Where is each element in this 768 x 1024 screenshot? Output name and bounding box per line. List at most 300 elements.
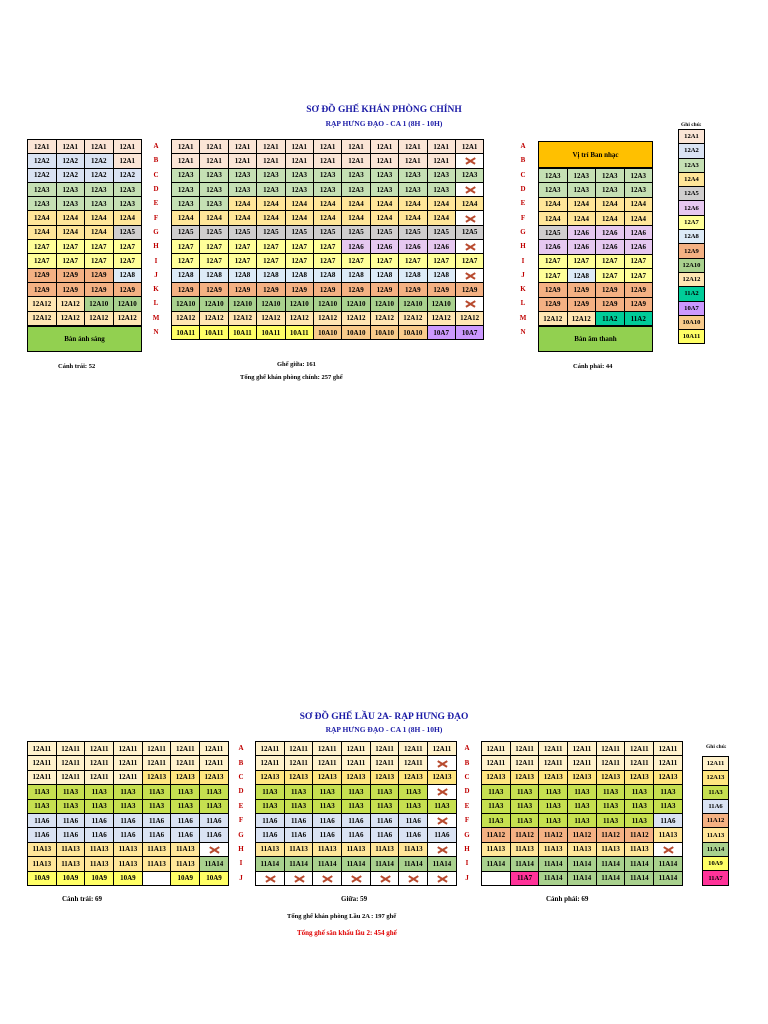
- seat-cell: 11A3: [57, 785, 86, 799]
- grand-total: Tổng ghế sân khấu lầu 2: 454 ghế: [297, 929, 397, 937]
- seat-cell: 12A9: [596, 283, 625, 297]
- seat-cell: 12A9: [596, 298, 625, 312]
- seat-cell: 11A13: [597, 843, 626, 857]
- legend-item: 12A5: [679, 187, 705, 201]
- seat-cell: 11A6: [342, 828, 371, 842]
- seat-cell: 12A13: [371, 771, 400, 785]
- seat-cell: 11A3: [256, 800, 285, 814]
- seat-cell: 11A3: [428, 800, 457, 814]
- seat-cell: 12A9: [399, 283, 427, 297]
- blocked-seat-icon: [342, 872, 371, 886]
- seat-cell: 12A7: [568, 255, 597, 269]
- seat-cell: 12A3: [257, 169, 285, 183]
- legend-item: 12A13: [703, 771, 729, 785]
- seat-cell: 11A3: [114, 785, 143, 799]
- seat-cell: 12A3: [200, 197, 228, 211]
- seat-cell: 11A3: [114, 800, 143, 814]
- seat-cell: 12A4: [314, 197, 342, 211]
- seat-cell: 11A14: [200, 857, 229, 871]
- cross-icon: [408, 875, 418, 882]
- balcony-right-seat-grid: [481, 741, 683, 886]
- balcony-right-count: Cánh phải: 69: [546, 895, 589, 903]
- seat-cell: 12A7: [596, 269, 625, 283]
- balcony-total: Tổng ghế khán phòng Lầu 2A : 197 ghế: [287, 913, 397, 920]
- seat-cell: 12A4: [539, 212, 568, 226]
- seat-cell: 12A4: [28, 226, 57, 240]
- seat-cell: 12A4: [286, 211, 314, 225]
- seat-cell: 12A10: [428, 297, 456, 311]
- seat-cell: 11A3: [482, 785, 511, 799]
- seat-cell: 12A7: [257, 254, 285, 268]
- row-label: D: [153, 185, 159, 194]
- blocked-seat-icon: [256, 872, 285, 886]
- seat-cell: 12A5: [399, 226, 427, 240]
- row-label: J: [465, 873, 469, 882]
- seat-cell: 12A11: [342, 742, 371, 756]
- seat-cell: 12A13: [399, 771, 428, 785]
- row-label: H: [464, 844, 470, 853]
- seat-cell: 12A11: [114, 771, 143, 785]
- seat-cell: 12A10: [257, 297, 285, 311]
- seat-cell: 11A6: [371, 814, 400, 828]
- seat-cell: 12A7: [57, 240, 86, 254]
- seat-cell: 12A1: [286, 154, 314, 168]
- seat-cell: 11A3: [597, 814, 626, 828]
- seat-cell: 11A12: [597, 828, 626, 842]
- seat-cell: 12A1: [342, 140, 370, 154]
- seat-cell: 12A11: [285, 742, 314, 756]
- row-label: D: [520, 185, 526, 194]
- cross-icon: [209, 846, 219, 853]
- seat-cell: 11A13: [28, 843, 57, 857]
- row-label: C: [153, 170, 159, 179]
- seat-cell: 12A7: [625, 255, 654, 269]
- seat-cell: 12A3: [428, 169, 456, 183]
- lighting-desk-box: Bàn ánh sáng: [27, 326, 142, 352]
- seat-cell: 12A4: [625, 212, 654, 226]
- blocked-seat-icon: [428, 785, 457, 799]
- row-label: M: [519, 313, 527, 322]
- seat-cell: 11A3: [625, 814, 654, 828]
- seat-cell: 12A6: [342, 240, 370, 254]
- seat-cell: 12A10: [286, 297, 314, 311]
- seat-cell: 12A3: [172, 183, 200, 197]
- seat-cell: 11A3: [28, 785, 57, 799]
- seat-cell: 11A3: [200, 800, 229, 814]
- seat-cell: 11A3: [200, 785, 229, 799]
- seat-cell: 11A3: [568, 814, 597, 828]
- seat-cell: 12A6: [568, 226, 597, 240]
- seat-cell: 11A14: [539, 857, 568, 871]
- seat-cell: 12A8: [568, 269, 597, 283]
- seat-cell: 11A3: [371, 785, 400, 799]
- seat-cell: 11A14: [597, 857, 626, 871]
- seat-cell: 11A13: [539, 843, 568, 857]
- row-labels-right: [513, 139, 533, 339]
- seat-cell: 10A9: [57, 872, 86, 886]
- seat-cell: 12A10: [314, 297, 342, 311]
- seat-cell: 12A11: [313, 756, 342, 770]
- seat-cell: 12A4: [342, 197, 370, 211]
- legend-item: 10A10: [679, 316, 705, 330]
- seat-cell: 12A11: [313, 742, 342, 756]
- seat-cell: 12A13: [539, 771, 568, 785]
- empty-seat: [143, 872, 172, 886]
- cross-icon: [380, 875, 390, 882]
- seat-cell: 12A5: [314, 226, 342, 240]
- main-hall-title: SƠ ĐỒ GHẾ KHÁN PHÒNG CHÍNH: [306, 105, 462, 115]
- seat-cell: 12A7: [596, 255, 625, 269]
- row-label: J: [239, 873, 243, 882]
- seat-cell: 12A4: [596, 198, 625, 212]
- seat-cell: 12A13: [200, 771, 229, 785]
- seat-cell: 12A5: [539, 226, 568, 240]
- seat-cell: 11A6: [428, 828, 457, 842]
- seat-cell: 12A9: [28, 283, 57, 297]
- seat-cell: 12A3: [200, 183, 228, 197]
- seat-cell: 12A7: [428, 254, 456, 268]
- seat-cell: 12A13: [143, 771, 172, 785]
- seat-cell: 11A13: [57, 857, 86, 871]
- cross-icon: [437, 788, 447, 795]
- seat-cell: 11A3: [85, 800, 114, 814]
- left-wing-count: Cánh trái: 52: [58, 363, 96, 370]
- seat-cell: 12A13: [625, 771, 654, 785]
- seat-cell: 12A11: [28, 756, 57, 770]
- legend-item: 12A8: [679, 230, 705, 244]
- seat-cell: 12A11: [399, 756, 428, 770]
- blocked-seat-icon: [456, 269, 484, 283]
- seat-cell: 12A7: [85, 240, 114, 254]
- seat-cell: 12A8: [257, 269, 285, 283]
- seat-cell: 11A12: [482, 828, 511, 842]
- legend-item: 10A9: [703, 857, 729, 871]
- seat-cell: 12A7: [399, 254, 427, 268]
- middle-count: Ghế giữa: 161: [277, 361, 316, 368]
- seat-cell: 11A3: [654, 785, 683, 799]
- seat-cell: 11A6: [399, 828, 428, 842]
- seat-cell: 12A10: [229, 297, 257, 311]
- row-label: C: [464, 772, 470, 781]
- row-label: G: [238, 830, 244, 839]
- seat-cell: 10A11: [229, 326, 257, 340]
- legend-item: 11A7: [703, 871, 729, 885]
- seat-cell: 12A11: [482, 756, 511, 770]
- row-label: F: [238, 816, 244, 825]
- cross-icon: [465, 272, 475, 279]
- seat-cell: 12A2: [114, 169, 143, 183]
- seat-cell: 12A9: [85, 283, 114, 297]
- blocked-seat-icon: [456, 297, 484, 311]
- seat-cell: 12A3: [399, 169, 427, 183]
- row-label: L: [520, 299, 526, 308]
- row-label: B: [520, 156, 526, 165]
- seat-cell: 11A12: [539, 828, 568, 842]
- seat-cell: 11A6: [171, 814, 200, 828]
- right-wing-count: Cánh phải: 44: [573, 363, 613, 370]
- seat-cell: 10A9: [200, 872, 229, 886]
- seat-cell: 12A7: [286, 254, 314, 268]
- seat-cell: 12A3: [568, 169, 597, 183]
- row-labels-left: [146, 139, 166, 339]
- seat-cell: 12A8: [286, 269, 314, 283]
- seat-cell: 11A3: [625, 800, 654, 814]
- seat-cell: 11A3: [511, 814, 540, 828]
- seat-cell: 12A11: [371, 756, 400, 770]
- seat-cell: 12A12: [28, 312, 57, 326]
- seat-cell: 11A3: [342, 800, 371, 814]
- seat-cell: 11A13: [114, 857, 143, 871]
- seat-cell: 11A13: [568, 843, 597, 857]
- legend-item: 11A6: [703, 800, 729, 814]
- seat-cell: 12A3: [596, 169, 625, 183]
- seat-cell: 11A3: [399, 800, 428, 814]
- seat-cell: 12A12: [200, 312, 228, 326]
- row-label: B: [153, 156, 159, 165]
- seat-cell: 11A13: [85, 843, 114, 857]
- blocked-seat-icon: [428, 872, 457, 886]
- seat-cell: 12A7: [456, 254, 484, 268]
- legend-item: 12A6: [679, 201, 705, 215]
- seat-cell: 12A3: [85, 197, 114, 211]
- seat-cell: 12A5: [428, 226, 456, 240]
- balcony-title: SƠ ĐỒ GHẾ LẦU 2A- RẠP HƯNG ĐẠO: [299, 712, 469, 722]
- seat-cell: 12A7: [28, 254, 57, 268]
- seat-cell: 12A6: [596, 226, 625, 240]
- seat-cell: 12A9: [200, 283, 228, 297]
- row-label: J: [521, 270, 525, 279]
- seat-cell: 10A11: [257, 326, 285, 340]
- row-label: A: [464, 744, 470, 753]
- seat-cell: 12A1: [314, 140, 342, 154]
- seat-cell: 11A6: [256, 814, 285, 828]
- seat-cell: 12A3: [539, 183, 568, 197]
- seat-cell: 12A2: [28, 169, 57, 183]
- seat-cell: 12A3: [172, 197, 200, 211]
- seat-cell: 10A10: [371, 326, 399, 340]
- seat-cell: 12A13: [428, 771, 457, 785]
- seat-cell: 12A7: [200, 254, 228, 268]
- seat-cell: 12A8: [342, 269, 370, 283]
- seat-cell: 12A11: [597, 742, 626, 756]
- seat-cell: 11A3: [285, 785, 314, 799]
- seat-cell: 12A1: [428, 140, 456, 154]
- seat-cell: 11A12: [568, 828, 597, 842]
- seat-cell: 12A4: [428, 197, 456, 211]
- seat-cell: 11A3: [57, 800, 86, 814]
- seat-cell: 11A3: [143, 800, 172, 814]
- row-label: B: [464, 758, 470, 767]
- seat-cell: 12A12: [371, 312, 399, 326]
- seat-cell: 10A7: [456, 326, 484, 340]
- seat-cell: 10A11: [172, 326, 200, 340]
- seat-cell: 12A4: [539, 198, 568, 212]
- seat-cell: 12A1: [57, 140, 86, 154]
- seat-cell: 12A3: [28, 197, 57, 211]
- seat-cell: 11A12: [511, 828, 540, 842]
- seat-cell: 12A13: [313, 771, 342, 785]
- seat-cell: 11A6: [342, 814, 371, 828]
- row-label: A: [238, 744, 244, 753]
- main-hall-total: Tổng ghế khán phòng chính: 257 ghế: [240, 374, 343, 381]
- seat-cell: 10A11: [286, 326, 314, 340]
- seat-cell: 11A14: [597, 872, 626, 886]
- cross-icon: [437, 846, 447, 853]
- seat-cell: 11A14: [568, 872, 597, 886]
- seat-cell: 12A11: [654, 756, 683, 770]
- seat-cell: 12A10: [371, 297, 399, 311]
- seat-cell: 12A13: [597, 771, 626, 785]
- seat-cell: 12A9: [342, 283, 370, 297]
- seat-cell: 11A3: [597, 785, 626, 799]
- seat-cell: 12A11: [200, 756, 229, 770]
- seat-cell: 12A7: [539, 269, 568, 283]
- seat-cell: 12A13: [171, 771, 200, 785]
- balcony-left-seat-grid: [27, 741, 229, 886]
- seat-cell: 11A13: [28, 857, 57, 871]
- legend-item: 11A13: [703, 828, 729, 842]
- seat-cell: 12A9: [625, 283, 654, 297]
- legend-item: 12A3: [679, 159, 705, 173]
- seat-cell: 12A12: [428, 312, 456, 326]
- seat-cell: 12A9: [85, 269, 114, 283]
- seat-cell: 12A7: [28, 240, 57, 254]
- row-label: I: [465, 859, 469, 868]
- seat-cell: 12A1: [399, 140, 427, 154]
- seat-cell: 11A13: [57, 843, 86, 857]
- seat-cell: 12A6: [428, 240, 456, 254]
- seat-cell: 12A1: [229, 140, 257, 154]
- row-label: A: [153, 142, 159, 151]
- seat-cell: 11A13: [511, 843, 540, 857]
- legend-item: 12A4: [679, 173, 705, 187]
- legend-item: 11A14: [703, 843, 729, 857]
- seat-cell: 12A13: [482, 771, 511, 785]
- seat-cell: 12A11: [539, 742, 568, 756]
- cross-icon: [465, 186, 475, 193]
- seat-cell: 12A11: [511, 742, 540, 756]
- seat-cell: 12A11: [57, 742, 86, 756]
- seat-cell: 11A6: [200, 814, 229, 828]
- seat-cell: 12A11: [171, 756, 200, 770]
- seat-cell: 10A7: [428, 326, 456, 340]
- seat-cell: 11A6: [28, 828, 57, 842]
- seat-cell: 10A10: [314, 326, 342, 340]
- row-label: F: [520, 213, 526, 222]
- seat-cell: 12A1: [172, 140, 200, 154]
- seat-cell: 11A13: [482, 843, 511, 857]
- seat-cell: 12A7: [172, 240, 200, 254]
- seat-cell: 12A12: [286, 312, 314, 326]
- seat-cell: 12A3: [114, 197, 143, 211]
- seat-cell: 12A1: [371, 140, 399, 154]
- seat-cell: 11A6: [654, 814, 683, 828]
- seat-cell: 11A6: [85, 828, 114, 842]
- seat-cell: 12A8: [371, 269, 399, 283]
- seat-cell: 12A13: [568, 771, 597, 785]
- seat-cell: 12A8: [172, 269, 200, 283]
- sound-desk-box: Bàn âm thanh: [538, 326, 653, 352]
- balcony-middle-count: Giữa: 59: [341, 895, 368, 903]
- row-label: G: [464, 830, 470, 839]
- seat-cell: 12A9: [28, 269, 57, 283]
- seat-cell: 12A3: [114, 183, 143, 197]
- seat-cell: 11A7: [511, 872, 540, 886]
- seat-cell: 11A12: [625, 828, 654, 842]
- seat-cell: 12A6: [539, 240, 568, 254]
- seat-cell: 12A7: [85, 254, 114, 268]
- seat-cell: 11A3: [482, 800, 511, 814]
- row-label: N: [520, 328, 526, 336]
- main-hall-subtitle: RẠP HƯNG ĐẠO - CA 1 (8H - 10H): [325, 119, 443, 128]
- seat-cell: 12A12: [57, 312, 86, 326]
- seat-cell: 12A10: [200, 297, 228, 311]
- seat-cell: 12A1: [257, 140, 285, 154]
- row-label: H: [238, 844, 244, 853]
- seat-cell: 11A3: [568, 800, 597, 814]
- row-label: H: [520, 242, 526, 251]
- seat-cell: 11A3: [371, 800, 400, 814]
- seat-cell: 12A1: [456, 140, 484, 154]
- row-label: J: [154, 270, 158, 279]
- seat-cell: 11A13: [371, 843, 400, 857]
- left-wing-seat-grid: [27, 139, 142, 326]
- cross-icon: [465, 215, 475, 222]
- seat-cell: 12A5: [172, 226, 200, 240]
- blocked-seat-icon: [456, 211, 484, 225]
- seat-cell: 12A9: [257, 283, 285, 297]
- seat-cell: 11A3: [597, 800, 626, 814]
- seat-cell: 11A3: [313, 800, 342, 814]
- seat-cell: 12A7: [172, 254, 200, 268]
- seat-cell: 11A6: [28, 814, 57, 828]
- row-label: C: [238, 772, 244, 781]
- seat-cell: 12A1: [286, 140, 314, 154]
- seat-cell: 12A11: [28, 742, 57, 756]
- seat-cell: 12A12: [399, 312, 427, 326]
- seat-cell: 12A7: [114, 240, 143, 254]
- seat-cell: 11A14: [371, 857, 400, 871]
- balcony-left-count: Cánh trái: 69: [62, 895, 103, 903]
- seat-cell: 12A6: [568, 240, 597, 254]
- seat-cell: 11A3: [143, 785, 172, 799]
- seat-cell: 11A13: [399, 843, 428, 857]
- seat-cell: 12A11: [399, 742, 428, 756]
- seat-cell: 12A5: [286, 226, 314, 240]
- seat-cell: 12A10: [172, 297, 200, 311]
- seat-cell: 12A1: [200, 140, 228, 154]
- seat-cell: 12A5: [371, 226, 399, 240]
- seat-cell: 12A6: [625, 240, 654, 254]
- seat-cell: 11A13: [342, 843, 371, 857]
- seat-cell: 12A12: [28, 297, 57, 311]
- seat-cell: 10A11: [200, 326, 228, 340]
- seat-cell: 10A10: [342, 326, 370, 340]
- seat-cell: 12A7: [371, 254, 399, 268]
- seat-cell: 12A7: [314, 254, 342, 268]
- seat-cell: 12A9: [172, 283, 200, 297]
- balcony-legend-title: Ghi chú:: [706, 744, 727, 750]
- seat-cell: 11A14: [568, 857, 597, 871]
- seat-cell: 11A13: [143, 857, 172, 871]
- seat-cell: 11A14: [654, 857, 683, 871]
- seat-cell: 12A8: [399, 269, 427, 283]
- seat-cell: 12A4: [114, 211, 143, 225]
- seat-cell: 12A4: [568, 198, 597, 212]
- seat-cell: 11A6: [285, 828, 314, 842]
- row-label: A: [520, 142, 526, 151]
- seat-cell: 11A14: [399, 857, 428, 871]
